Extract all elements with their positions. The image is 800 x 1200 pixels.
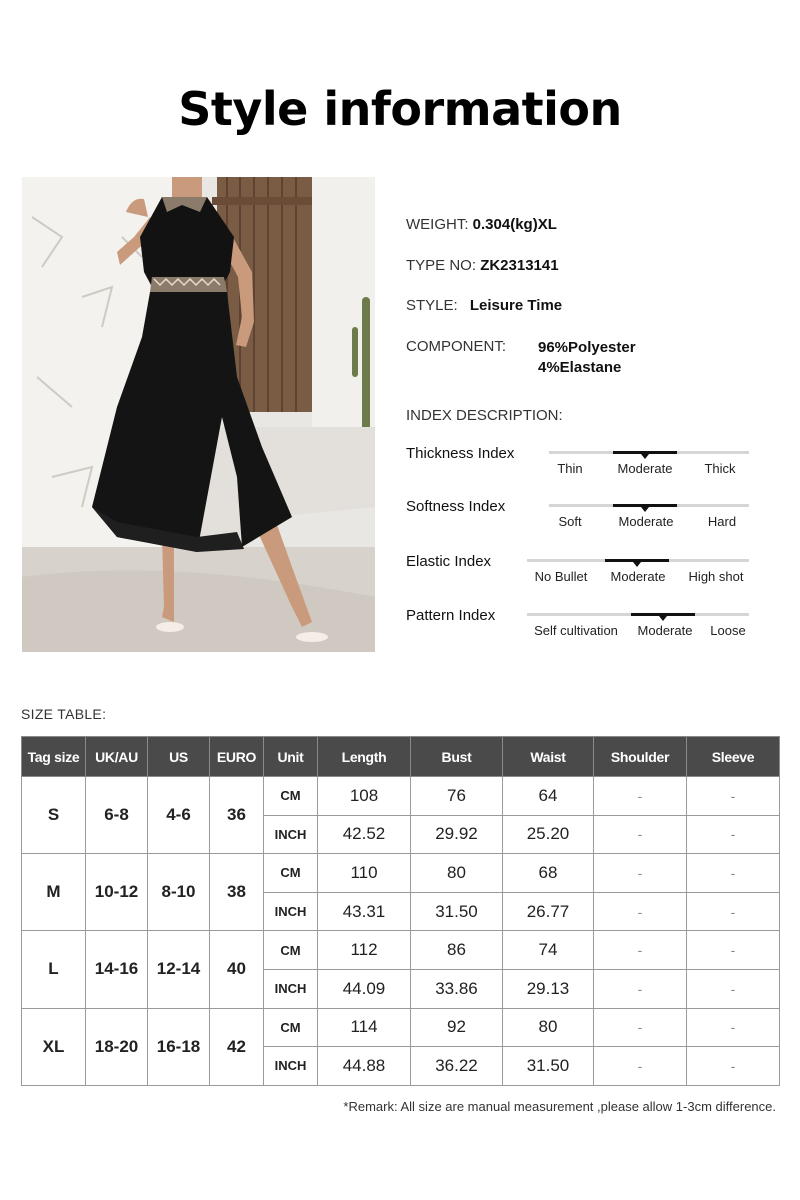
- type-value: ZK2313141: [480, 257, 559, 274]
- euro-cell: 38: [210, 854, 264, 931]
- length-cell: 112: [318, 931, 411, 970]
- tag-size-cell: M: [22, 854, 86, 931]
- product-photo: [22, 177, 375, 652]
- unit-cell: CM: [264, 854, 318, 893]
- header-length: Length: [318, 737, 411, 777]
- euro-cell: 36: [210, 777, 264, 854]
- header-bust: Bust: [411, 737, 503, 777]
- remark-note: *Remark: All size are manual measurement ,please allow 1-3cm difference.: [343, 1099, 776, 1114]
- elastic-index-label: Elastic Index: [406, 553, 492, 570]
- waist-cell: 68: [503, 854, 594, 893]
- bust-cell: 76: [411, 777, 503, 816]
- softness-low: Soft: [558, 514, 582, 529]
- bust-cell: 92: [411, 1008, 503, 1047]
- size-table-label: SIZE TABLE:: [21, 706, 107, 722]
- uk-au-cell: 6-8: [86, 777, 148, 854]
- softness-high: Hard: [707, 514, 737, 529]
- bust-cell: 31.50: [411, 892, 503, 931]
- elastic-index: [406, 553, 751, 593]
- pattern-index-label: Pattern Index: [406, 607, 496, 624]
- sleeve-cell: -: [687, 777, 780, 816]
- shoulder-cell: -: [594, 969, 687, 1008]
- component-label: COMPONENT:: [406, 338, 507, 355]
- thickness-index-label: Thickness Index: [406, 445, 515, 462]
- table-row: [22, 931, 780, 970]
- elastic-marker: [633, 562, 641, 567]
- sleeve-cell: -: [687, 1047, 780, 1086]
- length-cell: 114: [318, 1008, 411, 1047]
- tag-size-cell: L: [22, 931, 86, 1008]
- elastic-mid: Moderate: [610, 569, 666, 584]
- unit-cell: INCH: [264, 815, 318, 854]
- softness-index: [406, 498, 751, 538]
- bust-cell: 86: [411, 931, 503, 970]
- shoulder-cell: -: [594, 815, 687, 854]
- shoulder-cell: -: [594, 892, 687, 931]
- pattern-index: [406, 607, 751, 647]
- index-description-title: INDEX DESCRIPTION:: [406, 407, 563, 424]
- pattern-mid: Moderate: [637, 623, 693, 638]
- sleeve-cell: -: [687, 969, 780, 1008]
- unit-cell: CM: [264, 777, 318, 816]
- pattern-high: Loose: [710, 623, 746, 638]
- type-label: TYPE NO:: [406, 257, 477, 274]
- sleeve-cell: -: [687, 854, 780, 893]
- unit-cell: CM: [264, 931, 318, 970]
- header-us: US: [148, 737, 210, 777]
- uk-au-cell: 18-20: [86, 1008, 148, 1085]
- waist-cell: 26.77: [503, 892, 594, 931]
- us-cell: 8-10: [148, 854, 210, 931]
- us-cell: 16-18: [148, 1008, 210, 1085]
- component-value-2: 4%Elastane: [538, 359, 622, 376]
- table-row: [22, 1008, 780, 1047]
- style-value: Leisure Time: [469, 297, 563, 314]
- us-cell: 4-6: [148, 777, 210, 854]
- component-value-1: 96%Polyester: [538, 339, 636, 356]
- header-tag-size: Tag size: [22, 737, 86, 777]
- thickness-marker: [641, 454, 649, 459]
- elastic-low: No Bullet: [534, 569, 588, 584]
- tag-size-cell: S: [22, 777, 86, 854]
- euro-cell: 40: [210, 931, 264, 1008]
- thickness-index: [406, 445, 751, 485]
- header-uk-au: UK/AU: [86, 737, 148, 777]
- style-row: [406, 297, 562, 314]
- uk-au-cell: 10-12: [86, 854, 148, 931]
- waist-cell: 29.13: [503, 969, 594, 1008]
- softness-index-label: Softness Index: [406, 498, 506, 515]
- sleeve-cell: -: [687, 1008, 780, 1047]
- uk-au-cell: 14-16: [86, 931, 148, 1008]
- weight-label: WEIGHT:: [406, 216, 469, 233]
- bust-cell: 29.92: [411, 815, 503, 854]
- waist-cell: 80: [503, 1008, 594, 1047]
- tag-size-cell: XL: [22, 1008, 86, 1085]
- length-cell: 110: [318, 854, 411, 893]
- shoulder-cell: -: [594, 854, 687, 893]
- table-header-row: [22, 737, 780, 777]
- pattern-marker: [659, 616, 667, 621]
- euro-cell: 42: [210, 1008, 264, 1085]
- shoulder-cell: -: [594, 931, 687, 970]
- bust-cell: 33.86: [411, 969, 503, 1008]
- thickness-high: Thick: [704, 461, 736, 476]
- header-euro: EURO: [210, 737, 264, 777]
- waist-cell: 74: [503, 931, 594, 970]
- bust-cell: 80: [411, 854, 503, 893]
- style-label: STYLE:: [406, 297, 458, 314]
- shoulder-cell: -: [594, 1047, 687, 1086]
- header-shoulder: Shoulder: [594, 737, 687, 777]
- pattern-low: Self cultivation: [534, 623, 618, 638]
- us-cell: 12-14: [148, 931, 210, 1008]
- header-sleeve: Sleeve: [687, 737, 780, 777]
- elastic-high: High shot: [688, 569, 744, 584]
- shoulder-cell: -: [594, 1008, 687, 1047]
- weight-row: [406, 216, 557, 233]
- sleeve-cell: -: [687, 815, 780, 854]
- header-waist: Waist: [503, 737, 594, 777]
- header-unit: Unit: [264, 737, 318, 777]
- unit-cell: INCH: [264, 892, 318, 931]
- type-row: [406, 257, 559, 274]
- length-cell: 108: [318, 777, 411, 816]
- waist-cell: 25.20: [503, 815, 594, 854]
- size-table: [21, 736, 780, 1086]
- thickness-low: Thin: [557, 461, 583, 476]
- unit-cell: CM: [264, 1008, 318, 1047]
- unit-cell: INCH: [264, 1047, 318, 1086]
- shoulder-cell: -: [594, 777, 687, 816]
- sleeve-cell: -: [687, 931, 780, 970]
- page-title: Style information: [178, 82, 622, 136]
- softness-mid: Moderate: [618, 514, 674, 529]
- length-cell: 44.09: [318, 969, 411, 1008]
- sleeve-cell: -: [687, 892, 780, 931]
- component-row: [406, 338, 506, 355]
- softness-marker: [641, 507, 649, 512]
- length-cell: 43.31: [318, 892, 411, 931]
- unit-cell: INCH: [264, 969, 318, 1008]
- waist-cell: 64: [503, 777, 594, 816]
- table-row: [22, 854, 780, 893]
- waist-cell: 31.50: [503, 1047, 594, 1086]
- length-cell: 44.88: [318, 1047, 411, 1086]
- thickness-mid: Moderate: [617, 461, 673, 476]
- table-row: [22, 777, 780, 816]
- bust-cell: 36.22: [411, 1047, 503, 1086]
- weight-value: 0.304(kg)XL: [472, 216, 557, 233]
- length-cell: 42.52: [318, 815, 411, 854]
